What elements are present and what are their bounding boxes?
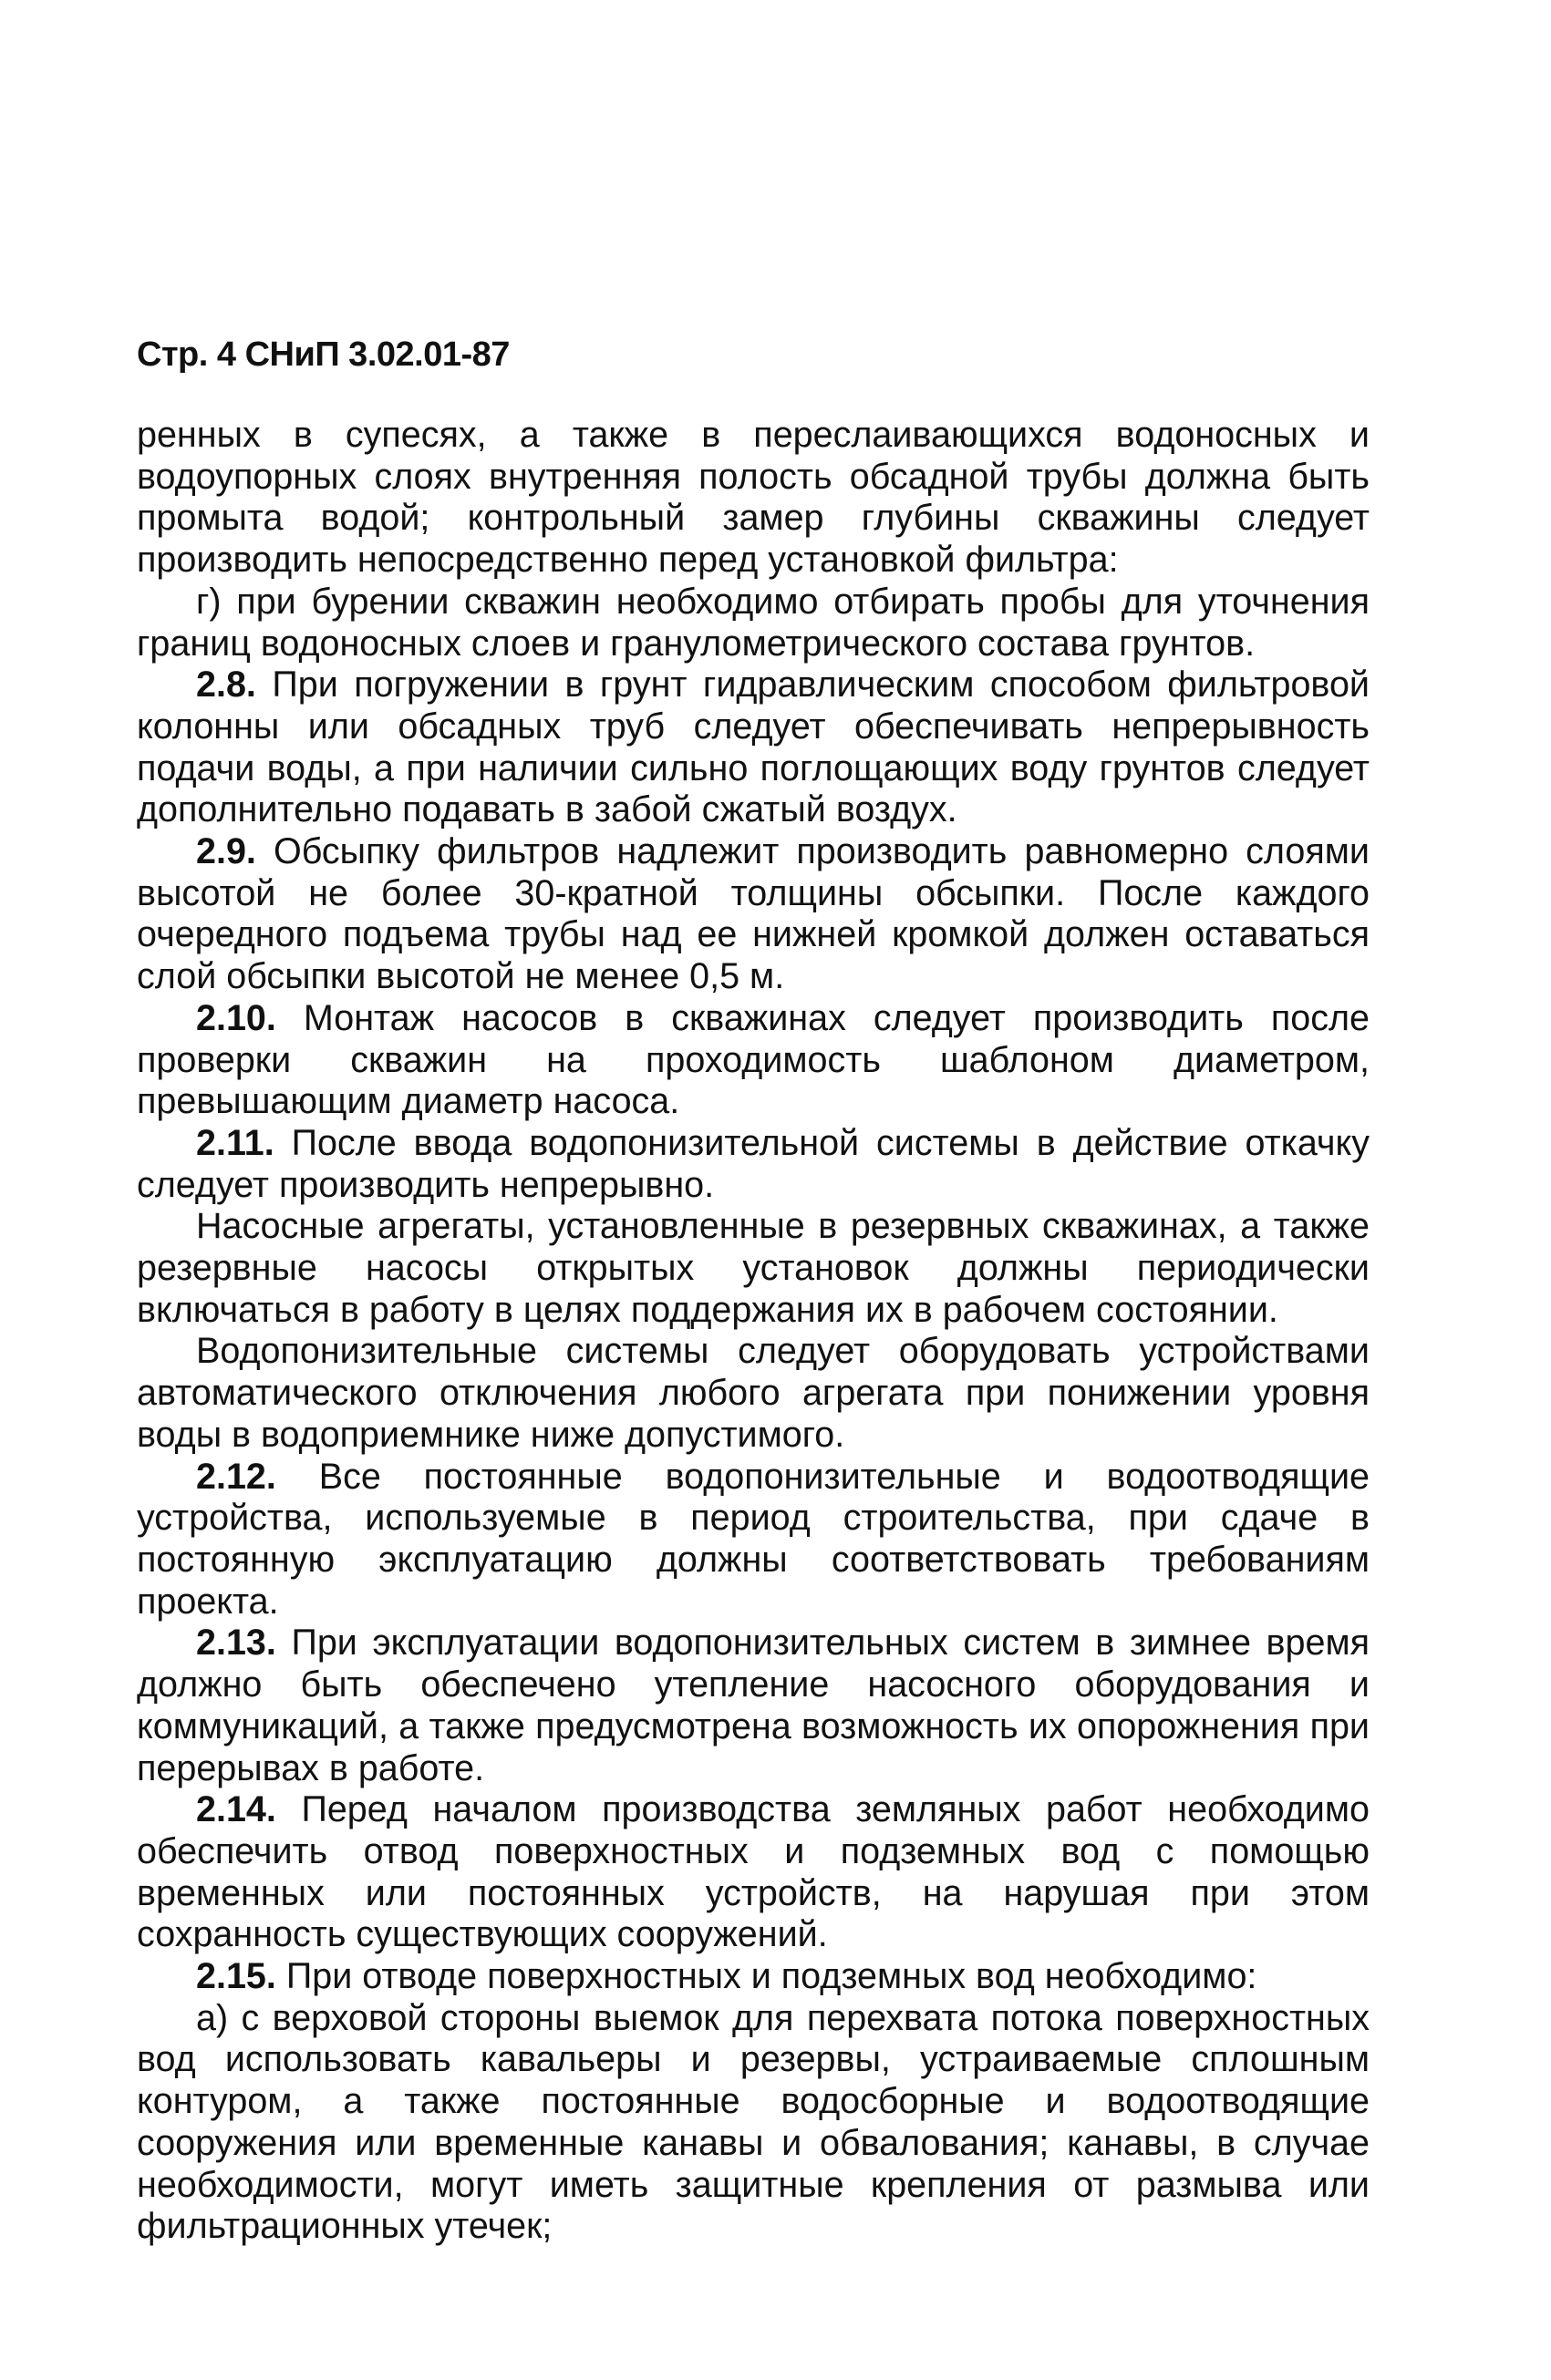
page-header: Стр. 4 СНиП 3.02.01-87 (137, 335, 510, 374)
paragraph-pumps (137, 1206, 1370, 1331)
clause-2-11 (137, 1123, 1370, 1206)
paragraph-item-g (137, 582, 1370, 665)
clause-number: 2.11. (196, 1122, 274, 1163)
paragraph-text: После ввода водопонизительной системы в действие откачку следует производить непрерывно. (137, 1122, 1370, 1205)
paragraph-text: Все постоянные водопонизительные и водоотводящие устройства, используемые в период строительства, при сдаче в постоянную эксплуатацию должны соответствовать требованиям проекта. (137, 1456, 1370, 1622)
clause-2-13 (137, 1623, 1370, 1789)
clause-number: 2.8. (196, 665, 256, 706)
clause-number: 2.9. (196, 831, 256, 872)
clause-number: 2.13. (196, 1623, 276, 1664)
clause-2-10 (137, 998, 1370, 1123)
paragraph-text: Обсыпку фильтров надлежит производить равномерно слоями высотой не более 30-кратной толщины обсыпки. После каждого очередного подъема трубы над ее нижней кромкой должен оставаться слой обсыпки высотой не менее 0,5 м. (137, 831, 1370, 997)
paragraph-text: При погружении в грунт гидравлическим способом фильтровой колонны или обсадных труб следует обеспечивать непрерывность подачи воды, а при наличии сильно поглощающих воду грунтов следует дополнительно подавать в забой сжатый воздух. (137, 665, 1370, 830)
paragraph-text: Монтаж насосов в скважинах следует производить после проверки скважин на проходимость шаблоном диаметром, превышающим диаметр насоса. (137, 997, 1370, 1122)
paragraph-text: а) с верховой стороны выемок для перехвата потока поверхностных вод использовать кавальеры и резервы, устраиваемые сплошным контуром, а также постоянные водосборные и водоотводящие сооружения или временные канавы и обвалования; канавы, в случае необходимости, могут иметь защитные крепления от размыва или фильтрационных утечек; (137, 1997, 1370, 2247)
paragraph-text: Перед началом производства земляных работ необходимо обеспечить отвод поверхностных и подземных вод с помощью временных или постоянных устройств, на нарушая при этом сохранность существующих сооружений. (137, 1789, 1370, 1955)
paragraph-text: г) при бурении скважин необходимо отбирать пробы для уточнения границ водоносных слоев и гранулометрического состава грунтов. (137, 581, 1370, 664)
clause-number: 2.15. (196, 1956, 276, 1997)
clause-2-15 (137, 1956, 1370, 1998)
paragraph-text: Водопонизительные системы следует оборудовать устройствами автоматического отключения любого агрегата при понижении уровня воды в водоприемнике ниже допустимого. (137, 1331, 1370, 1455)
paragraph-continuation (137, 415, 1370, 582)
paragraph-text: При эксплуатации водопонизительных систем в зимнее время должно быть обеспечено утепление насосного оборудования и коммуникаций, а также предусмотрена возможность их опорожнения при перерывах в работе. (137, 1623, 1370, 1788)
paragraph-item-a (137, 1998, 1370, 2248)
paragraph-systems (137, 1331, 1370, 1456)
clause-2-12 (137, 1457, 1370, 1623)
paragraph-text: Насосные агрегаты, установленные в резервных скважинах, а также резервные насосы открытых установок должны периодически включаться в работу в целях поддержания их в рабочем состоянии. (137, 1206, 1370, 1330)
paragraph-text: ренных в супесях, а также в переслаивающихся водоносных и водоупорных слоях внутренняя полость обсадной трубы должна быть промыта водой; контрольный замер глубины скважины следует производить непосредственно перед установкой фильтра: (137, 415, 1370, 581)
document-body (137, 415, 1370, 2248)
clause-2-14 (137, 1789, 1370, 1956)
paragraph-text: При отводе поверхностных и подземных вод необходимо: (285, 1956, 1257, 1997)
clause-2-8 (137, 665, 1370, 831)
clause-2-9 (137, 831, 1370, 998)
clause-number: 2.14. (196, 1789, 276, 1830)
clause-number: 2.10. (196, 997, 276, 1038)
clause-number: 2.12. (196, 1456, 276, 1497)
